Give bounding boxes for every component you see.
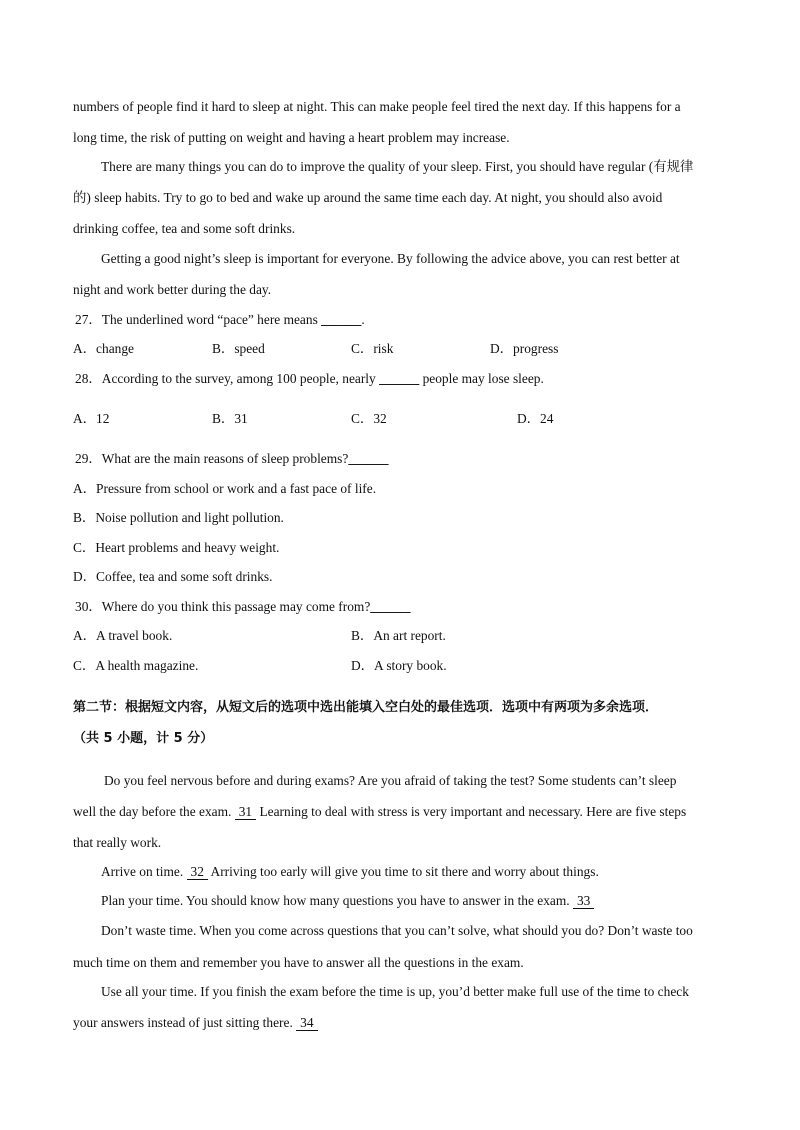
- option-b: B．An art report.: [351, 628, 446, 643]
- option-d: D．A story book.: [351, 658, 447, 673]
- blank-33: 33: [573, 894, 594, 909]
- answer-blank: ______: [370, 599, 411, 614]
- passage2-line: Use all your time. If you finish the exam before the time is up, you’d better make full use of the time to check: [101, 984, 689, 999]
- option-b: B．31: [212, 411, 248, 426]
- blank-34: 34: [296, 1016, 317, 1031]
- question-29: [75, 452, 388, 465]
- question-stem-end: people may lose sleep.: [419, 371, 544, 386]
- option-c: C．Heart problems and heavy weight.: [73, 540, 280, 555]
- blank-32: 32: [187, 865, 208, 880]
- option-a: A．Pressure from school or work and a fast pace of life.: [73, 481, 377, 496]
- question-28: [75, 372, 544, 385]
- passage-line: night and work better during the day.: [73, 282, 272, 297]
- option-c: C．A health magazine.: [73, 658, 199, 673]
- passage2-line: [73, 1016, 318, 1031]
- question-stem: What are the main reasons of sleep problems?: [101, 451, 349, 466]
- question-number: 27．: [75, 312, 102, 327]
- question-number: 30．: [75, 599, 102, 614]
- passage2-line: Do you feel nervous before and during exams? Are you afraid of taking the test? Some students can’t sleep: [104, 773, 677, 788]
- question-number: 29．: [75, 451, 102, 466]
- option-c: C．risk: [351, 341, 394, 356]
- question-stem: The underlined word “pace” here means: [101, 312, 322, 327]
- option-a: A．12: [73, 411, 110, 426]
- passage2-line: that really work.: [73, 835, 162, 850]
- passage-line: numbers of people find it hard to sleep at night. This can make people feel tired the next day. If this happens for a: [73, 99, 681, 114]
- passage2-line: [73, 805, 686, 820]
- passage2-line: [101, 865, 599, 880]
- passage2-line: Don’t waste time. When you come across questions that you can’t solve, what should you do? Don’t waste too: [101, 923, 693, 938]
- question-27: [75, 313, 365, 326]
- option-a: A．A travel book.: [73, 628, 173, 643]
- answer-blank: ______: [379, 371, 420, 386]
- option-a: A．change: [73, 341, 134, 356]
- option-d: D．24: [517, 411, 554, 426]
- question-number: 28．: [75, 371, 102, 386]
- question-30: [75, 600, 410, 613]
- blank-31: 31: [235, 805, 256, 820]
- option-d: D．progress: [490, 341, 559, 356]
- section-heading-score: （共 5 小题，计 5 分）: [73, 731, 214, 746]
- option-b: B．speed: [212, 341, 265, 356]
- passage2-line: [101, 894, 594, 909]
- passage2-text: Plan your time. You should know how many questions you have to answer in the exam.: [101, 893, 573, 908]
- section-heading: 第二节：根据短文内容，从短文后的选项中选出能填入空白处的最佳选项．选项中有两项为多余选项．: [73, 700, 659, 715]
- question-stem: Where do you think this passage may come from?: [101, 599, 371, 614]
- passage2-text: Arrive on time.: [101, 864, 187, 879]
- option-c: C．32: [351, 411, 387, 426]
- option-b: B．Noise pollution and light pollution.: [73, 510, 284, 525]
- question-stem-end: .: [361, 312, 365, 327]
- passage2-text: well the day before the exam.: [73, 804, 235, 819]
- passage-line: Getting a good night’s sleep is important for everyone. By following the advice above, you can rest better at: [101, 251, 680, 266]
- passage2-text: Arriving too early will give you time to sit there and worry about things.: [207, 864, 599, 879]
- passage-line: long time, the risk of putting on weight and having a heart problem may increase.: [73, 130, 510, 145]
- passage2-text: your answers instead of just sitting there.: [73, 1015, 297, 1030]
- option-d: D．Coffee, tea and some soft drinks.: [73, 569, 273, 584]
- answer-blank: ______: [348, 451, 389, 466]
- passage-line: There are many things you can do to improve the quality of your sleep. First, you should have regular (有规律: [101, 159, 694, 174]
- answer-blank: ______: [321, 312, 362, 327]
- question-stem: According to the survey, among 100 people, nearly: [101, 371, 380, 386]
- passage-line: 的) sleep habits. Try to go to bed and wake up around the same time each day. At night, you should also avoid: [73, 190, 663, 205]
- passage-line: drinking coffee, tea and some soft drinks.: [73, 221, 296, 236]
- passage2-line: much time on them and remember you have to answer all the questions in the exam.: [73, 955, 524, 970]
- passage2-text: Learning to deal with stress is very important and necessary. Here are five steps: [256, 804, 687, 819]
